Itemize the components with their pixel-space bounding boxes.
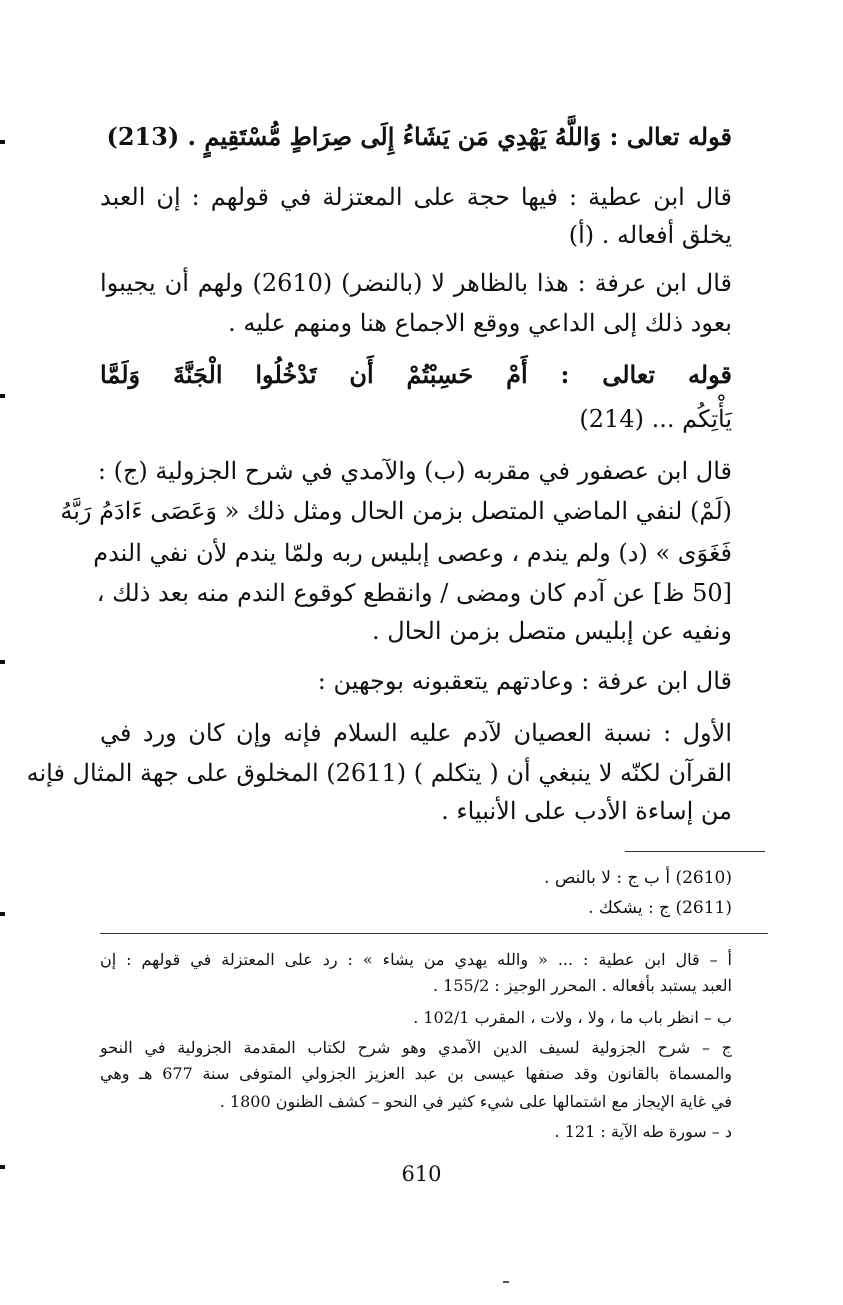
page-number: 610 <box>401 1162 442 1186</box>
text-line: الأول : نسبة العصيان لآدم عليه السلام فإنه وإن كان ورد في <box>100 719 732 747</box>
text-line: بعود ذلك إلى الداعي ووقع الاجماع هنا ومنهم عليه . <box>228 309 732 337</box>
footnotes <box>26 0 733 1150</box>
text-line: يَأْتِكُم ... (214) <box>579 405 732 433</box>
variant-note: (2610) أ ب ج : لا بالنص . <box>544 868 732 888</box>
footnote-line: ج – شرح الجزولية لسيف الدين الآمدي وهو شرح لكتاب المقدمة الجزولية في النحو <box>100 1038 732 1057</box>
margin-mark <box>0 394 5 398</box>
text-line: قال ابن عطية : فيها حجة على المعتزلة في قولهم : إن العبد <box>100 183 732 211</box>
text-line: قال ابن عرفة : وعادتهم يتعقبونه بوجهين : <box>317 667 732 695</box>
verse-214-line: قوله تعالى : أَمْ حَسِبْتُمْ أَن تَدْخُلُوا الْجَنَّةَ وَلَمَّا <box>100 360 732 389</box>
text-line: قال ابن عصفور في مقربه (ب) والآمدي في شرح الجزولية (ج) : <box>97 457 732 485</box>
text-line: ونفيه عن إبليس متصل بزمن الحال . <box>372 617 732 645</box>
footnote-line: ب – انظر باب ما ، ولا ، ولات ، المقرب 102/1 . <box>413 1008 732 1027</box>
footnote-line: والمسماة بالقانون وقد صنفها عيسى بن عبد العزيز الجزولي المتوفى سنة 677 هـ وهي <box>100 1064 733 1083</box>
footnote-line: د – سورة طه الآية : 121 . <box>554 1122 732 1141</box>
footnote-line: في غاية الإيجاز مع اشتمالها على شيء كثير في النحو – كشف الظنون 1800 . <box>219 1092 732 1111</box>
text-line: من إساءة الأدب على الأنبياء . <box>441 797 732 825</box>
text-line: قال ابن عرفة : هذا بالظاهر لا (بالنضر) (2610) ولهم أن يجيبوا <box>100 269 732 297</box>
text-line: (لَمْ) لنفي الماضي المتصل بزمن الحال ومثل ذلك « وَعَصَى ءَادَمُ رَبَّهُ <box>60 497 732 525</box>
footnote-line: أ – قال ابن عطية : ... « والله يهدي من يشاء » : رد على المعتزلة في قولهم : إن <box>100 950 732 969</box>
margin-mark <box>0 912 5 916</box>
verse-213-line: قوله تعالى : وَاللَّهُ يَهْدِي مَن يَشَاءُ إِلَى صِرَاطٍ مُّسْتَقِيمٍ . (213) <box>106 122 732 151</box>
text-line: فَغَوَى » (د) ولم يندم ، وعصى إبليس ربه ولمّا يندم لأن نفي الندم <box>93 539 732 567</box>
margin-mark <box>0 660 5 664</box>
scan-speck <box>503 1281 509 1283</box>
footnote-line: العبد يستبد بأفعاله . المحرر الوجيز : 155/2 . <box>432 976 732 995</box>
text-line: يخلق أفعاله . (أ) <box>568 221 732 249</box>
margin-mark <box>0 140 5 144</box>
text-line: القرآن لكنّه لا ينبغي أن ( يتكلم ) (2611) المخلوق على جهة المثال فإنه <box>26 759 732 787</box>
variant-note: (2611) ج : يشكك . <box>588 898 732 918</box>
text-line: [50 ظ] عن آدم كان ومضى / وانقطع كوقوع الندم منه بعد ذلك ، <box>96 579 732 607</box>
